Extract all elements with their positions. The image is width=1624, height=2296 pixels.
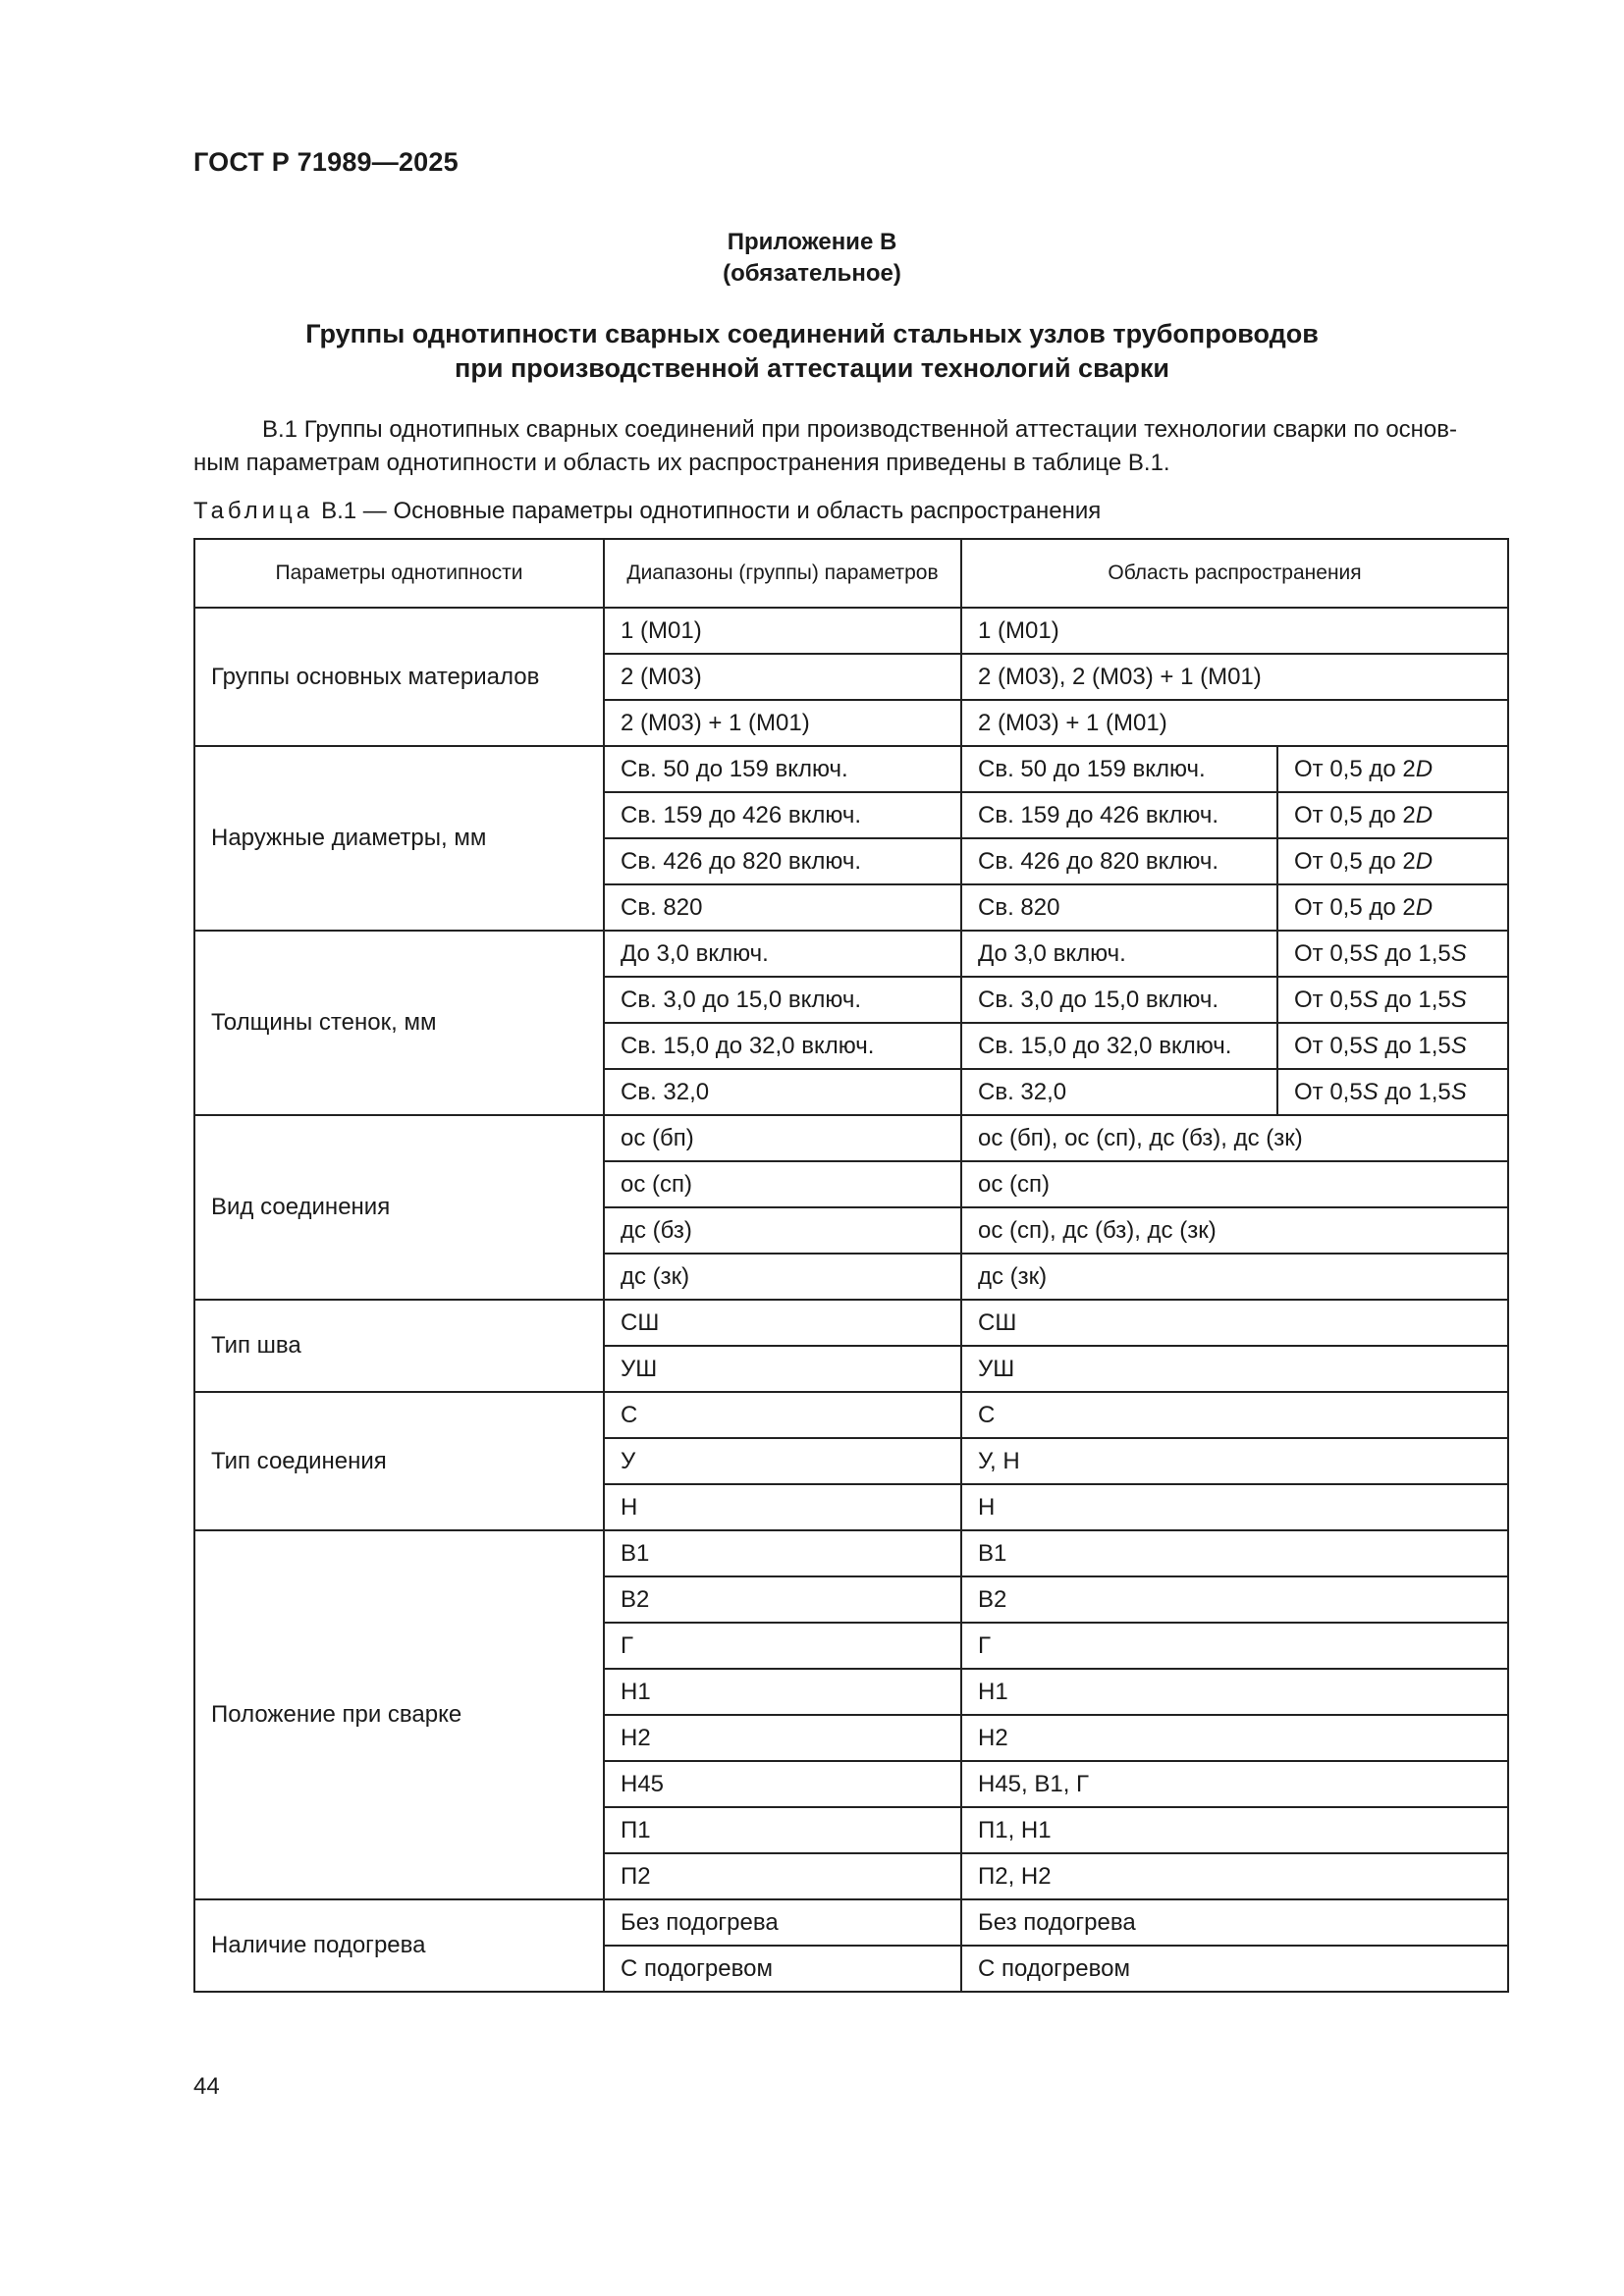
scope-cell: П1, Н1: [961, 1807, 1508, 1853]
header-param: Параметры однотипности: [194, 539, 604, 608]
table-row: [194, 608, 1508, 654]
scope-cell: Св. 159 до 426 включ.: [961, 792, 1277, 838]
scope-cell: Н1: [961, 1669, 1508, 1715]
range-cell: В2: [604, 1576, 961, 1623]
scope-cell: У, Н: [961, 1438, 1508, 1484]
scope-cell: Н45, В1, Г: [961, 1761, 1508, 1807]
scope-cell: Св. 3,0 до 15,0 включ.: [961, 977, 1277, 1023]
range-cell: С: [604, 1392, 961, 1438]
range-cell: Н: [604, 1484, 961, 1530]
table-caption: [193, 495, 1101, 528]
table-body: [194, 608, 1508, 1992]
scope-cell: Г: [961, 1623, 1508, 1669]
range-cell: В1: [604, 1530, 961, 1576]
range-cell: ос (бп): [604, 1115, 961, 1161]
range-cell: Н45: [604, 1761, 961, 1807]
range-cell: дс (бз): [604, 1207, 961, 1254]
scope-cell: В2: [961, 1576, 1508, 1623]
range-cell: С подогревом: [604, 1946, 961, 1992]
range-cell: УШ: [604, 1346, 961, 1392]
range-cell: дс (зк): [604, 1254, 961, 1300]
table-row: [194, 746, 1508, 792]
param-cell: Наличие подогрева: [194, 1899, 604, 1992]
appendix-heading-line: при производственной аттестации технологий сварки: [455, 353, 1169, 383]
scope-cell: С подогревом: [961, 1946, 1508, 1992]
range-cell: 2 (М03) + 1 (М01): [604, 700, 961, 746]
table-row: [194, 1392, 1508, 1438]
range-cell: Св. 159 до 426 включ.: [604, 792, 961, 838]
param-cell: Тип соединения: [194, 1392, 604, 1530]
range-cell: Св. 50 до 159 включ.: [604, 746, 961, 792]
scope-extra-cell: От 0,5S до 1,5S: [1277, 1069, 1508, 1115]
scope-cell: Без подогрева: [961, 1899, 1508, 1946]
range-cell: Св. 3,0 до 15,0 включ.: [604, 977, 961, 1023]
table-header-row: [194, 539, 1508, 608]
clause-text-line: В.1 Группы однотипных сварных соединений при производственной аттестации технологии сварки по основ-: [262, 416, 1458, 443]
range-cell: Н1: [604, 1669, 961, 1715]
param-cell: Толщины стенок, мм: [194, 931, 604, 1115]
scope-extra-cell: От 0,5 до 2D: [1277, 746, 1508, 792]
table-row: [194, 1115, 1508, 1161]
range-cell: Св. 820: [604, 884, 961, 931]
range-cell: Св. 15,0 до 32,0 включ.: [604, 1023, 961, 1069]
header-scope: Область распространения: [961, 539, 1508, 608]
scope-cell: П2, Н2: [961, 1853, 1508, 1899]
range-cell: 1 (М01): [604, 608, 961, 654]
table-row: [194, 1530, 1508, 1576]
range-cell: 2 (М03): [604, 654, 961, 700]
appendix-heading: [0, 317, 1624, 386]
appendix-title: Приложение В: [727, 229, 897, 255]
param-cell: Вид соединения: [194, 1115, 604, 1300]
table-row: [194, 1300, 1508, 1346]
scope-cell: С: [961, 1392, 1508, 1438]
range-cell: П1: [604, 1807, 961, 1853]
param-cell: Тип шва: [194, 1300, 604, 1392]
scope-extra-cell: От 0,5S до 1,5S: [1277, 977, 1508, 1023]
scope-cell: Св. 32,0: [961, 1069, 1277, 1115]
scope-extra-cell: От 0,5 до 2D: [1277, 884, 1508, 931]
scope-extra-cell: От 0,5 до 2D: [1277, 838, 1508, 884]
range-cell: Св. 32,0: [604, 1069, 961, 1115]
scope-cell: дс (зк): [961, 1254, 1508, 1300]
range-cell: Н2: [604, 1715, 961, 1761]
table-row: [194, 931, 1508, 977]
scope-cell: Н2: [961, 1715, 1508, 1761]
param-cell: Положение при сварке: [194, 1530, 604, 1899]
scope-cell: УШ: [961, 1346, 1508, 1392]
scope-cell: СШ: [961, 1300, 1508, 1346]
page-number: 44: [193, 2073, 220, 2100]
scope-cell: 2 (М03), 2 (М03) + 1 (М01): [961, 654, 1508, 700]
range-cell: До 3,0 включ.: [604, 931, 961, 977]
param-cell: Группы основных материалов: [194, 608, 604, 746]
range-cell: СШ: [604, 1300, 961, 1346]
scope-cell: ос (бп), ос (сп), дс (бз), дс (зк): [961, 1115, 1508, 1161]
scope-cell: Св. 820: [961, 884, 1277, 931]
table-caption-text: В.1 — Основные параметры однотипности и область распространения: [321, 498, 1102, 524]
appendix-status: (обязательное): [723, 260, 901, 287]
table-caption-label: Таблица: [193, 498, 314, 524]
scope-cell: Св. 426 до 820 включ.: [961, 838, 1277, 884]
scope-extra-cell: От 0,5 до 2D: [1277, 792, 1508, 838]
appendix-heading-line: Группы однотипности сварных соединений стальных узлов трубопроводов: [305, 319, 1319, 348]
scope-cell: ос (сп), дс (бз), дс (зк): [961, 1207, 1508, 1254]
header-range: Диапазоны (группы) параметров: [604, 539, 961, 608]
param-cell: Наружные диаметры, мм: [194, 746, 604, 931]
clause-b1: [193, 413, 1507, 480]
range-cell: ос (сп): [604, 1161, 961, 1207]
range-cell: Св. 426 до 820 включ.: [604, 838, 961, 884]
scope-cell: Св. 15,0 до 32,0 включ.: [961, 1023, 1277, 1069]
scope-cell: Н: [961, 1484, 1508, 1530]
clause-text-line: ным параметрам однотипности и область их распространения приведены в таблице В.1.: [193, 450, 1170, 476]
scope-extra-cell: От 0,5S до 1,5S: [1277, 931, 1508, 977]
range-cell: У: [604, 1438, 961, 1484]
range-cell: Г: [604, 1623, 961, 1669]
document-code: ГОСТ Р 71989—2025: [193, 147, 459, 177]
scope-cell: 1 (М01): [961, 608, 1508, 654]
parameters-table: [193, 538, 1509, 1993]
scope-cell: 2 (М03) + 1 (М01): [961, 700, 1508, 746]
scope-cell: В1: [961, 1530, 1508, 1576]
range-cell: П2: [604, 1853, 961, 1899]
scope-cell: До 3,0 включ.: [961, 931, 1277, 977]
scope-cell: ос (сп): [961, 1161, 1508, 1207]
table-row: [194, 1899, 1508, 1946]
range-cell: Без подогрева: [604, 1899, 961, 1946]
scope-cell: Св. 50 до 159 включ.: [961, 746, 1277, 792]
scope-extra-cell: От 0,5S до 1,5S: [1277, 1023, 1508, 1069]
